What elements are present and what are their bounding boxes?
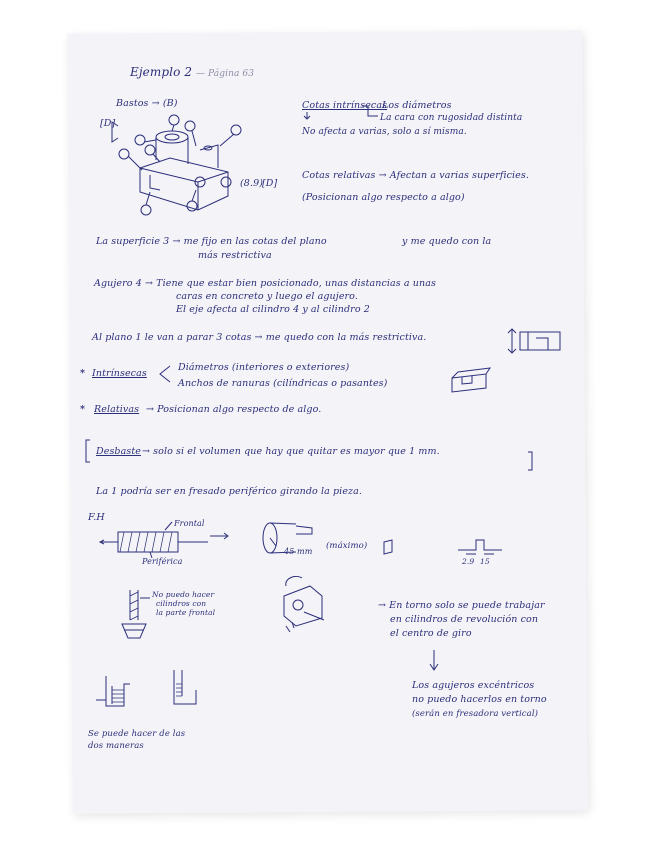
intrinsecas-asterisk: * bbox=[80, 368, 86, 379]
intrinsecas-def-line1: Diámetros (interiores o exteriores) bbox=[178, 362, 350, 373]
relativas-asterisk: * bbox=[80, 404, 86, 415]
fh-45mm: 45 mm bbox=[284, 547, 313, 556]
fh-periferica: Periférica bbox=[142, 557, 183, 566]
fresado-note: La 1 podría ser en fresado periférico girando la pieza. bbox=[96, 486, 363, 497]
excentricos-line2: no puedo hacerlos en torno bbox=[412, 694, 547, 705]
bastos-label: Bastos → (B) bbox=[116, 98, 178, 109]
b-right-label: (8.9) bbox=[240, 178, 264, 189]
relativas-def-label: Relativas bbox=[94, 404, 140, 415]
excentricos-line1: Los agujeros excéntricos bbox=[412, 680, 535, 691]
desbaste-label: Desbaste bbox=[96, 446, 141, 457]
torno-line2: en cilindros de revolución con bbox=[390, 614, 539, 625]
relativas-line2: (Posicionan algo respecto a algo) bbox=[302, 192, 465, 203]
fh-maximo: (máximo) bbox=[326, 541, 368, 551]
excentricos-line3: (serán en fresadora vertical) bbox=[412, 709, 539, 719]
intrinsecas-line3: No afecta a varias, solo a sí misma. bbox=[302, 127, 467, 137]
superficie-line2: más restrictiva bbox=[198, 250, 272, 261]
maneras-line1: Se puede hacer de las bbox=[88, 729, 186, 739]
plano-note: Al plano 1 le van a parar 3 cotas → me quedo con la más restrictiva. bbox=[92, 332, 427, 343]
desbaste-text: → solo si el volumen que hay que quitar es mayor que 1 mm. bbox=[142, 446, 440, 457]
cilindros-line3: la parte frontal bbox=[156, 608, 216, 617]
fh-frontal: Frontal bbox=[174, 519, 205, 528]
fh-dim1: 2.9 bbox=[462, 557, 475, 566]
maneras-line2: dos maneras bbox=[88, 741, 144, 751]
superficie-line1: La superficie 3 → me fijo en las cotas del plano bbox=[96, 236, 327, 247]
torno-line3: el centro de giro bbox=[390, 628, 472, 639]
intrinsecas-arrow1: Los diámetros bbox=[382, 100, 452, 111]
superficie-line1b: y me quedo con la bbox=[402, 236, 492, 247]
fh-label: F.H bbox=[88, 512, 105, 523]
cilindros-line1: No puedo hacer bbox=[152, 590, 215, 599]
relativas-line1: Cotas relativas → Afectan a varias superficies. bbox=[302, 170, 529, 181]
d-left-label: [D] bbox=[100, 118, 116, 129]
fh-dim2: 15 bbox=[480, 557, 490, 566]
agujero-line3: El eje afecta al cilindro 4 y al cilindro 2 bbox=[176, 304, 370, 315]
intrinsecas-head: Cotas intrínsecas bbox=[302, 100, 388, 111]
agujero-line1: Agujero 4 → Tiene que estar bien posicionado, unas distancias a unas bbox=[94, 278, 436, 289]
intrinsecas-def-line2: Anchos de ranuras (cilíndricas o pasantes) bbox=[178, 378, 388, 389]
cilindros-line2: cilindros con bbox=[156, 599, 207, 608]
heading-title: Ejemplo 2 bbox=[130, 65, 193, 79]
intrinsecas-def-label: Intrínsecas bbox=[92, 368, 147, 379]
torno-line1: → En torno solo se puede trabajar bbox=[378, 600, 545, 611]
relativas-def-text: → Posicionan algo respecto de algo. bbox=[146, 404, 322, 415]
page-heading bbox=[130, 66, 254, 80]
agujero-line2: caras en concreto y luego el agujero. bbox=[176, 291, 358, 302]
d-right-label: [D] bbox=[262, 178, 278, 189]
intrinsecas-arrow2: La cara con rugosidad distinta bbox=[380, 113, 523, 123]
heading-page-ref: — Página 63 bbox=[195, 69, 255, 79]
